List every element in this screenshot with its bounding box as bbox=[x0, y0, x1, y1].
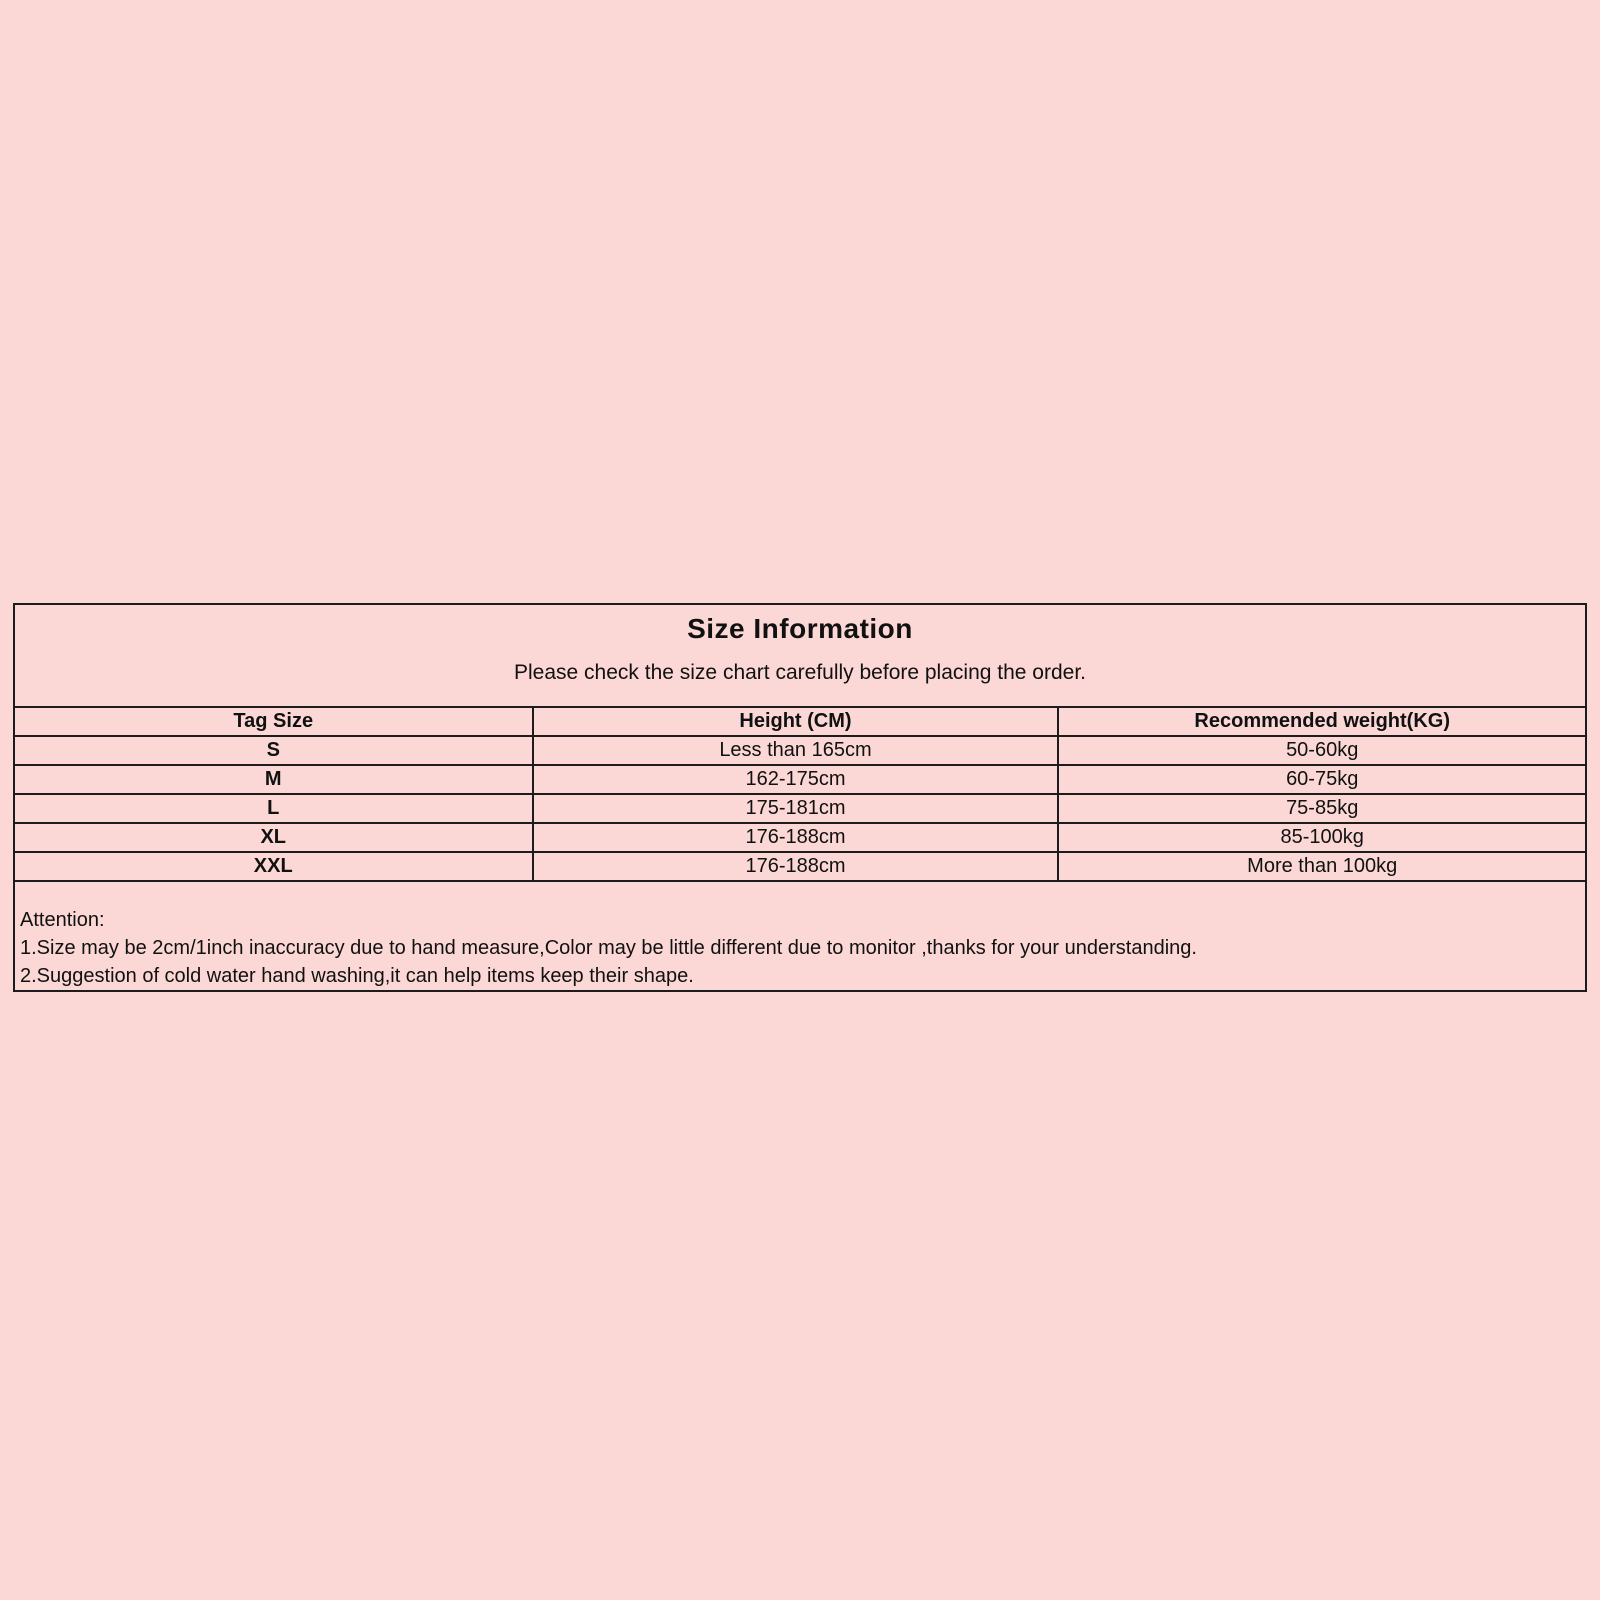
cell-tag-size: L bbox=[267, 797, 280, 819]
cell-weight: 60-75kg bbox=[1057, 766, 1585, 793]
cell-tag-size: S bbox=[266, 739, 280, 761]
cell-height: Less than 165cm bbox=[532, 737, 1058, 764]
table-row-xxl bbox=[15, 851, 1585, 880]
attention-label: Attention: bbox=[20, 909, 105, 931]
column-header-height: Height (CM) bbox=[532, 708, 1058, 735]
size-info-panel bbox=[13, 603, 1587, 992]
table-row-m bbox=[15, 764, 1585, 793]
cell-weight: 50-60kg bbox=[1057, 737, 1585, 764]
attention-note-1: 1.Size may be 2cm/1inch inaccuracy due to hand measure,Color may be little different due to monitor ,thanks for your understanding. bbox=[20, 937, 1197, 959]
cell-weight: 75-85kg bbox=[1057, 795, 1585, 822]
cell-height: 176-188cm bbox=[532, 824, 1058, 851]
cell-height: 176-188cm bbox=[532, 853, 1058, 880]
cell-tag-size: XL bbox=[260, 826, 287, 848]
column-header-tag-size: Tag Size bbox=[233, 710, 314, 732]
page-title: Size Information bbox=[687, 613, 913, 644]
attention-note-2: 2.Suggestion of cold water hand washing,it can help items keep their shape. bbox=[20, 965, 694, 987]
page-subtitle: Please check the size chart carefully before placing the order. bbox=[514, 661, 1086, 684]
attention-block bbox=[15, 880, 1585, 990]
table-row-s bbox=[15, 735, 1585, 764]
column-header-weight: Recommended weight(KG) bbox=[1057, 708, 1585, 735]
cell-height: 162-175cm bbox=[532, 766, 1058, 793]
cell-tag-size: XXL bbox=[253, 855, 293, 877]
table-row-l bbox=[15, 793, 1585, 822]
cell-weight: More than 100kg bbox=[1057, 853, 1585, 880]
cell-tag-size: M bbox=[264, 768, 282, 790]
size-table bbox=[15, 706, 1585, 880]
cell-height: 175-181cm bbox=[532, 795, 1058, 822]
table-header-row bbox=[15, 706, 1585, 735]
table-row-xl bbox=[15, 822, 1585, 851]
cell-weight: 85-100kg bbox=[1057, 824, 1585, 851]
title-block bbox=[15, 605, 1585, 706]
